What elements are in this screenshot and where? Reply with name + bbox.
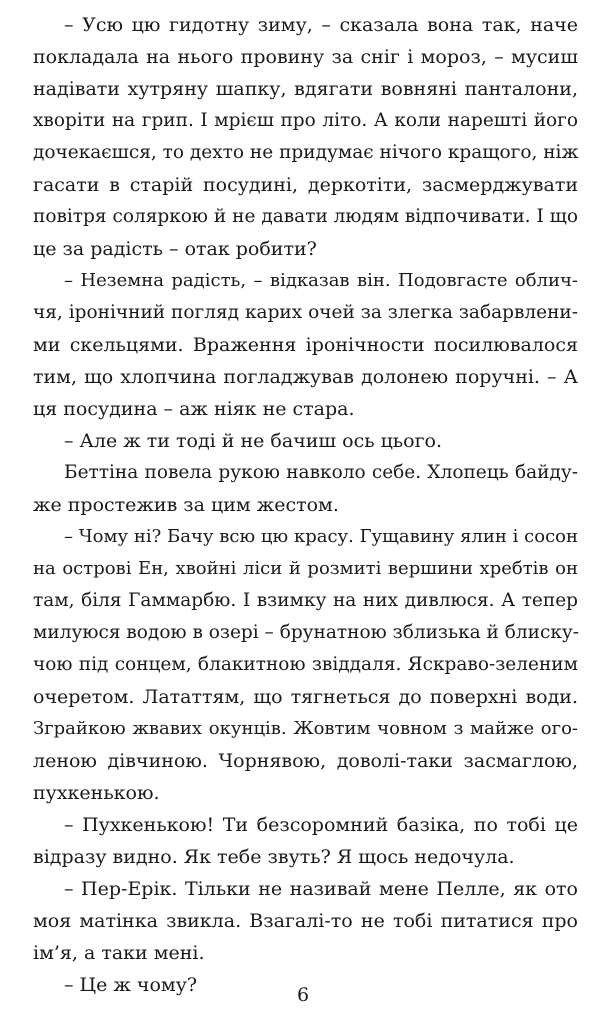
text-line: тим, що хлопчина погладжував долонею поручні. – А	[33, 366, 578, 388]
text-line: милуюся водою в озері – брунатною зблизька й блиску-	[33, 622, 580, 643]
text-line: пухкенькою.	[33, 782, 160, 804]
text-line: це за радість – отак робити?	[33, 238, 317, 260]
text-line: – Але ж ти тоді й не бачиш ось цього.	[64, 430, 443, 452]
text-line: чою під сонцем, блакитною звіддаля. Яскраво-зеленим	[33, 654, 578, 675]
text-line: покладала на нього провину за сніг і мороз, – мусиш	[33, 46, 578, 68]
text-line: відразу видно. Як тебе звуть? Я щось недочула.	[33, 846, 515, 868]
text-line: Беттіна повела рукою навколо себе. Хлопець байду-	[64, 462, 578, 483]
text-line: – Неземна радість, – відказав він. Подовгасте облич-	[64, 270, 578, 291]
page-number: 6	[296, 984, 310, 1006]
text-line: ми скельцями. Враження іронічности посилювалося	[33, 334, 578, 356]
text-line: Зграйкою жвавих окунців. Жовтим човном з майже ого-	[33, 718, 578, 739]
text-line: повітря соляркою й не давати людям відпочивати. І що	[33, 206, 578, 227]
text-line: – Пухкенькою! Ти безсоромний базіка, по тобі це	[64, 814, 578, 836]
text-line: ця посудина – аж ніяк не стара.	[33, 398, 355, 420]
text-line: леною дівчиною. Чорнявою, доволі-таки засмаглою,	[33, 750, 578, 772]
text-line: дочекаєшся, то дехто не придумає нічого кращого, ніж	[33, 142, 579, 163]
text-line: – Це ж чому?	[64, 974, 198, 996]
text-line: чя, іронічний погляд карих очей за злегка забарвлени-	[33, 302, 578, 323]
text-line: гасати в старій посудині, деркотіти, засмерджувати	[33, 174, 578, 196]
text-line: там, біля Гаммарбю. І взимку на них дивлюся. А тепер	[33, 590, 578, 611]
text-line: ім’я, а таки мені.	[33, 942, 205, 964]
text-line: моя матінка звикла. Взагалі-то не тобі питатися про	[33, 910, 578, 932]
text-line: надівати хутряну шапку, вдягати вовняні панталони,	[33, 78, 578, 100]
text-line: же простежив за цим жестом.	[33, 494, 339, 516]
text-line: – Чому ні? Бачу всю цю красу. Гущавину ялин і сосон	[64, 526, 578, 547]
text-line: хворіти на грип. І мрієш про літо. А коли нарешті його	[33, 110, 578, 131]
text-line: – Пер-Ерік. Тільки не називай мене Пелле, як ото	[64, 878, 578, 900]
text-line: на острові Ен, хвойні ліси й розмиті вершини хребтів он	[33, 558, 578, 579]
text-line: – Усю цю гидотну зиму, – сказала вона так, наче	[64, 14, 578, 36]
body-text	[33, 9, 578, 1001]
text-line: очеретом. Лататтям, що тягнеться до поверхні води.	[33, 686, 578, 708]
